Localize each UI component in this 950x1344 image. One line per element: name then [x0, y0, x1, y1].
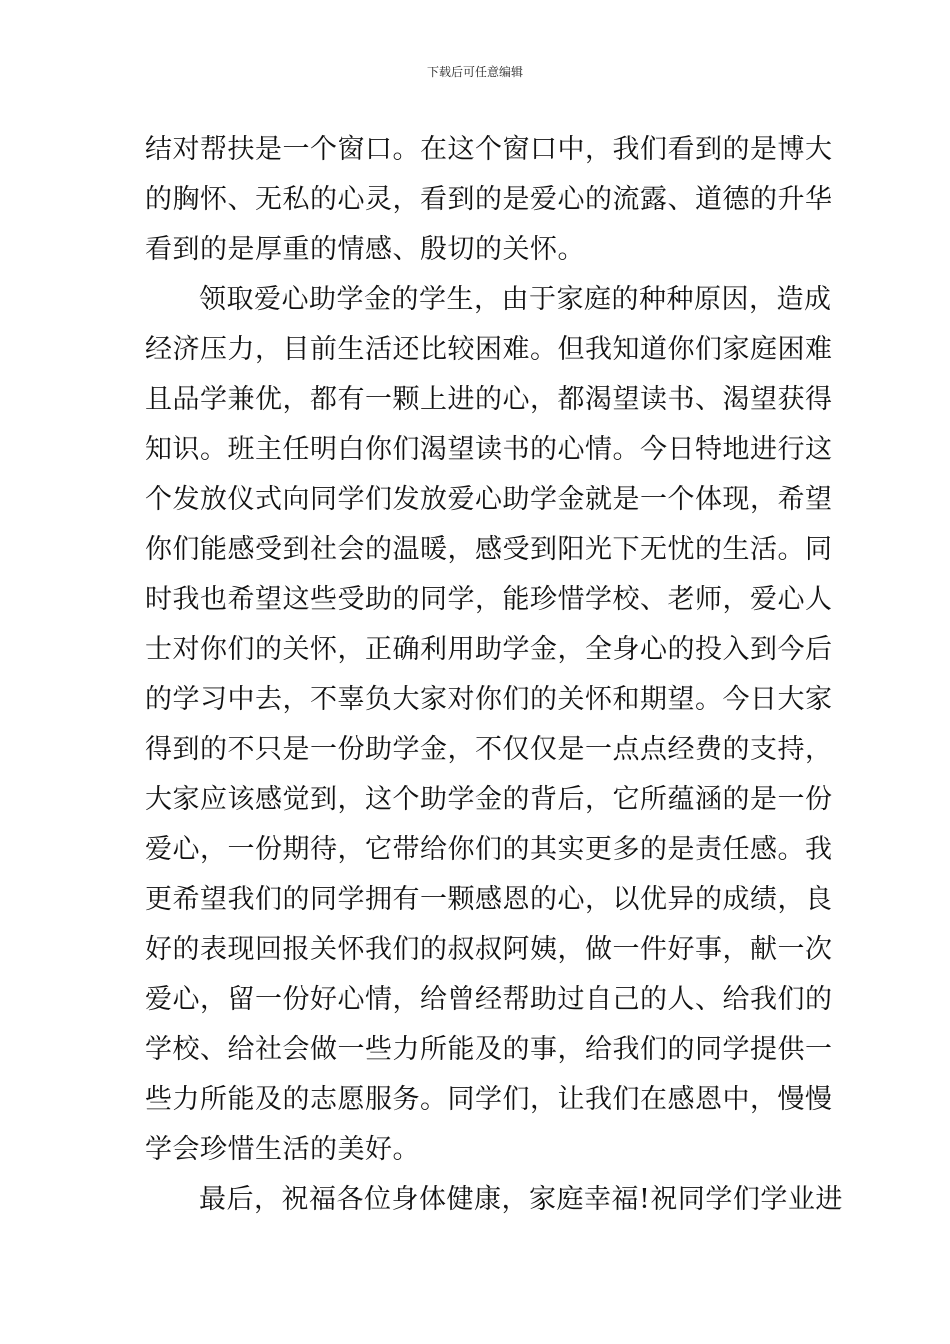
text-line: 经济压力，目前生活还比较困难。但我知道你们家庭困难	[145, 334, 833, 365]
text-line: 个发放仪式向同学们发放爱心助学金就是一个体现，希望	[145, 484, 833, 515]
text-line: 的胸怀、无私的心灵，看到的是爱心的流露、道德的升华	[145, 184, 833, 215]
text-line: 学校、给社会做一些力所能及的事，给我们的同学提供一	[145, 1034, 833, 1065]
text-line: 得到的不只是一份助学金，不仅仅是一点点经费的支持，	[145, 734, 833, 765]
text-line: 好的表现回报关怀我们的叔叔阿姨，做一件好事，献一次	[145, 934, 833, 965]
body-text	[145, 125, 843, 1225]
text-line: 爱心，一份期待，它带给你们的其实更多的是责任感。我	[145, 834, 833, 865]
paragraph-first-line: 领取爱心助学金的学生，由于家庭的种种原因，造成	[199, 284, 832, 315]
text-line: 的学习中去，不辜负大家对你们的关怀和期望。今日大家	[145, 684, 833, 715]
text-line: 士对你们的关怀，正确利用助学金，全身心的投入到今后	[145, 634, 833, 665]
page-header-note: 下载后可任意编辑	[426, 65, 523, 79]
text-line: 爱心，留一份好心情，给曾经帮助过自己的人、给我们的	[145, 984, 833, 1015]
text-line: 看到的是厚重的情感、殷切的关怀。	[145, 234, 585, 265]
text-line: 更希望我们的同学拥有一颗感恩的心，以优异的成绩，良	[145, 884, 833, 915]
text-line: 且品学兼优，都有一颗上进的心，都渴望读书、渴望获得	[145, 384, 833, 415]
text-line: 学会珍惜生活的美好。	[145, 1134, 420, 1165]
text-line: 你们能感受到社会的温暖，感受到阳光下无忧的生活。同	[145, 534, 833, 565]
text-line: 些力所能及的志愿服务。同学们，让我们在感恩中，慢慢	[145, 1084, 833, 1115]
paragraph-first-line: 最后，祝福各位身体健康，家庭幸福!祝同学们学业进	[199, 1184, 843, 1215]
text-line: 时我也希望这些受助的同学，能珍惜学校、老师，爱心人	[145, 584, 833, 615]
text-line: 大家应该感觉到，这个助学金的背后，它所蕴涵的是一份	[145, 784, 833, 815]
text-line: 结对帮扶是一个窗口。在这个窗口中，我们看到的是博大	[145, 134, 833, 165]
text-line: 知识。班主任明白你们渴望读书的心情。今日特地进行这	[145, 434, 833, 465]
